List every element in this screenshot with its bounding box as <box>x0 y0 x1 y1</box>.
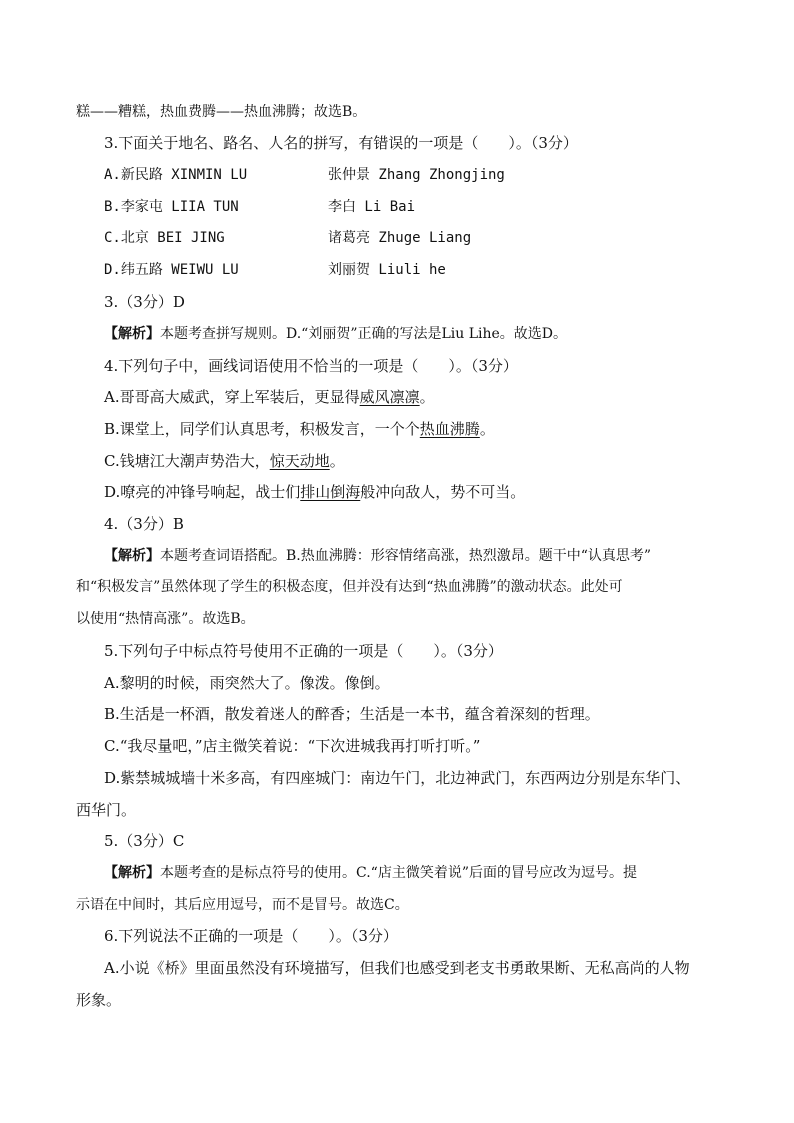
q4-option-a <box>104 387 435 407</box>
analysis-text: 本题考查的是标点符号的使用。C.“店主微笑着说”后面的冒号应改为逗号。提 <box>160 865 637 881</box>
analysis-tag: 【解析】 <box>104 865 160 881</box>
q3-option-d-left: D.纬五路 WEIWU LU <box>104 262 239 278</box>
q4-analysis-line-1 <box>104 546 651 566</box>
q4-option-c <box>104 451 345 471</box>
q4-answer: 4.（3分）B <box>104 515 184 533</box>
q3-option-a-right: 张仲景 Zhang Zhongjing <box>328 167 505 183</box>
q5-option-d-line-1: D.紫禁城城墙十米多高，有四座城门：南边午门，北边神武门，东西两边分别是东华门、 <box>104 769 691 787</box>
q5-stem: 5.下列句子中标点符号使用不正确的一项是（ ）。（3分） <box>104 642 503 660</box>
analysis-text: 本题考查拼写规则。D.“刘丽贺”正确的写法是Liu Lihe。故选D。 <box>160 326 568 342</box>
q3-option-b-left: B.李家屯 LIIA TUN <box>104 199 239 215</box>
q6-option-a-line-1: A.小说《桥》里面虽然没有环境描写，但我们也感受到老支书勇敢果断、无私高尚的人物 <box>104 959 690 977</box>
analysis-tag: 【解析】 <box>104 326 160 342</box>
q5-analysis-line-1 <box>104 863 637 883</box>
q5-option-c: C.“我尽量吧，”店主微笑着说：“下次进城我再打听打听。” <box>104 737 481 755</box>
underlined-word: 惊天动地 <box>269 452 330 470</box>
q3-option-a-left: A.新民路 XINMIN LU <box>104 167 248 183</box>
q3-analysis <box>104 324 567 344</box>
q4-stem: 4.下列句子中，画线词语使用不恰当的一项是（ ）。（3分） <box>104 357 518 375</box>
underlined-word: 排山倒海 <box>300 483 361 501</box>
q6-stem: 6.下列说法不正确的一项是（ ）。（3分） <box>104 927 398 945</box>
q2-analysis-tail: 糕——糟糕，热血费腾——热血沸腾；故选B。 <box>76 104 367 120</box>
q5-option-d-line-2: 西华门。 <box>76 801 137 819</box>
underlined-word: 威风凛凛 <box>359 388 420 406</box>
q4-option-b <box>104 419 495 439</box>
option-text: B.课堂上，同学们认真思考，积极发言，一个个 <box>104 420 420 438</box>
option-text-end: 。 <box>479 420 495 438</box>
option-text: C.钱塘江大潮声势浩大， <box>104 452 270 470</box>
q3-option-c-right: 诸葛亮 Zhuge Liang <box>328 230 472 246</box>
q4-option-d <box>104 482 525 502</box>
q3-stem: 3.下面关于地名、路名、人名的拼写，有错误的一项是（ ）。（3分） <box>104 134 578 152</box>
option-text: A.哥哥高大威武，穿上军装后，更显得 <box>104 388 360 406</box>
q3-option-d-right: 刘丽贺 Liuli he <box>328 262 446 278</box>
option-text: D.嘹亮的冲锋号响起，战士们 <box>104 483 301 501</box>
q3-option-b-right: 李白 Li Bai <box>328 199 416 215</box>
underlined-word: 热血沸腾 <box>419 420 480 438</box>
q5-option-a: A.黎明的时候，雨突然大了。像泼。像倒。 <box>104 674 390 692</box>
q4-analysis-line-2: 和“积极发言”虽然体现了学生的积极态度，但并没有达到“热血沸腾”的激动状态。此处可 <box>76 579 623 595</box>
q3-answer: 3.（3分）D <box>104 293 185 311</box>
analysis-text: 本题考查词语搭配。B.热血沸腾：形容情绪高涨，热烈激昂。题干中“认真思考” <box>160 548 652 564</box>
q6-option-a-line-2: 形象。 <box>76 991 122 1009</box>
q4-analysis-line-3: 以使用“热情高涨”。故选B。 <box>76 611 255 627</box>
q5-analysis-line-2: 示语在中间时，其后应用逗号，而不是冒号。故选C。 <box>76 897 409 913</box>
option-text-end: 般冲向敌人，势不可当。 <box>360 483 526 501</box>
q3-option-c-left: C.北京 BEI JING <box>104 230 225 246</box>
q5-answer: 5.（3分）C <box>104 832 185 850</box>
analysis-tag: 【解析】 <box>104 548 160 564</box>
option-text-end: 。 <box>329 452 345 470</box>
option-text-end: 。 <box>419 388 435 406</box>
q5-option-b: B.生活是一杯酒，散发着迷人的醉香；生活是一本书，蕴含着深刻的哲理。 <box>104 705 600 723</box>
